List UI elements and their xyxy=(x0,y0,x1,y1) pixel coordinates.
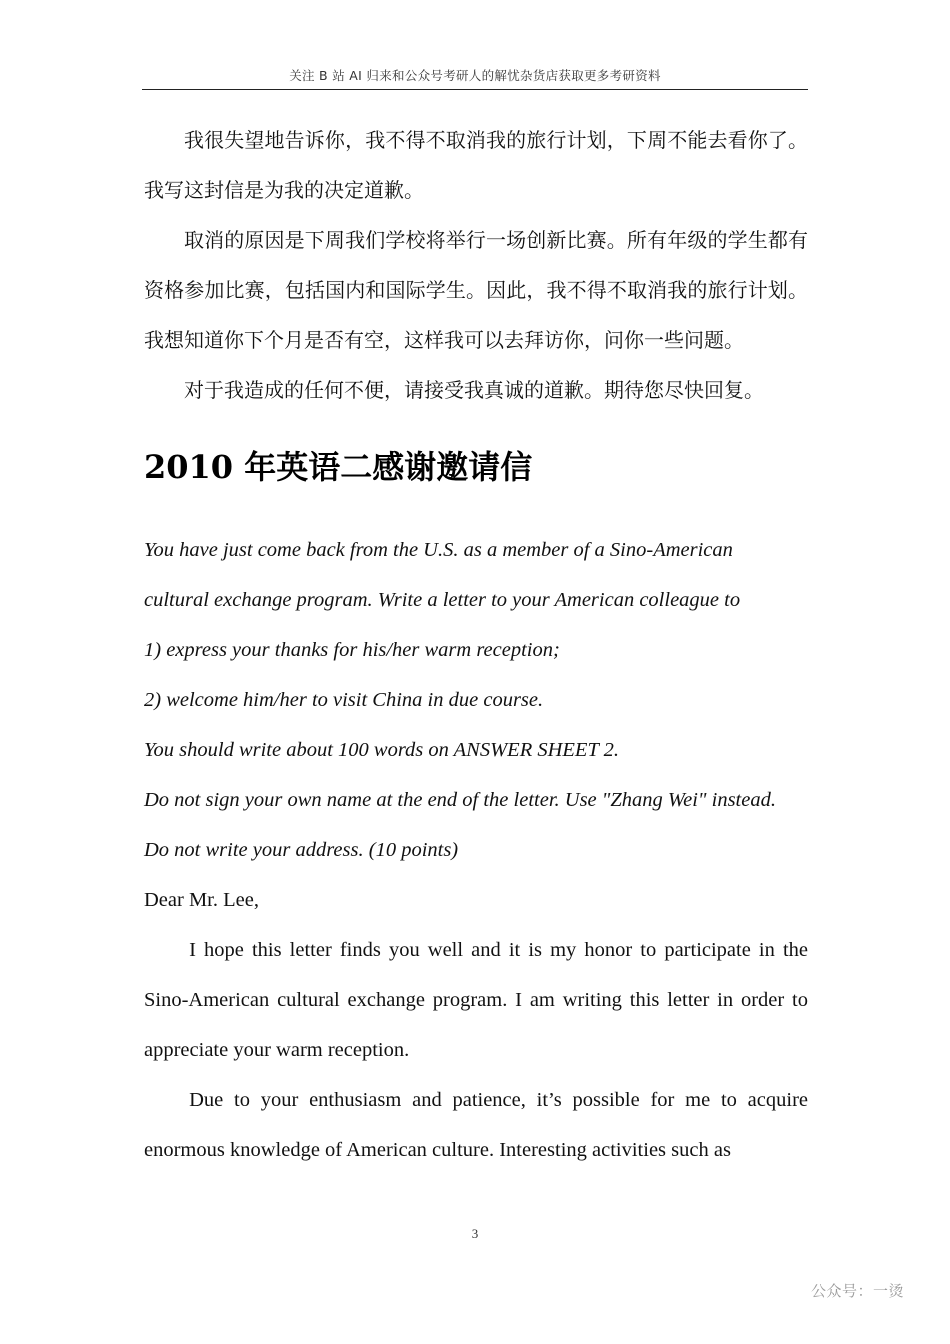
prompt-line: 2) welcome him/her to visit China in due course. xyxy=(144,689,544,711)
prompt-line: Do not write your address. (10 points) xyxy=(144,839,459,861)
prompt-line: You have just come back from the U.S. as a member of a Sino-American xyxy=(144,539,733,561)
letter-paragraph: Due to your enthusiasm and patience, it’s possible for me to acquire enormous knowledge of American culture. Interesting activities such as xyxy=(144,1089,808,1161)
letter-salutation: Dear Mr. Lee, xyxy=(144,889,259,911)
page-content xyxy=(144,115,808,1175)
page-number: 3 xyxy=(471,1226,479,1241)
page-header: 关注 B 站 AI 归来和公众号考研人的解忧杂货店获取更多考研资料 xyxy=(289,68,661,83)
header-rule xyxy=(142,89,808,90)
prompt-line: You should write about 100 words on ANSWER SHEET 2. xyxy=(144,739,619,761)
prompt-line: cultural exchange program. Write a letter to your American colleague to xyxy=(144,589,741,611)
prompt-line: Do not sign your own name at the end of the letter. Use "Zhang Wei" instead. xyxy=(144,789,776,811)
letter-paragraph: I hope this letter finds you well and it is my honor to participate in the Sino-American cultural exchange program. I am writing this letter in order to appreciate your warm reception. xyxy=(144,939,808,1061)
prompt-line: 1) express your thanks for his/her warm reception; xyxy=(144,639,560,661)
chinese-paragraph: 取消的原因是下周我们学校将举行一场创新比赛。所有年级的学生都有资格参加比赛，包括国内和国际学生。因此，我不得不取消我的旅行计划。我想知道你下个月是否有空，这样我可以去拜访你，问你一些问题。 xyxy=(144,228,808,352)
watermark-text: 公众号：一烫 xyxy=(810,1282,904,1300)
section-title: 2010 年英语二感谢邀请信 xyxy=(144,448,533,486)
chinese-paragraph: 我很失望地告诉你，我不得不取消我的旅行计划，下周不能去看你了。我写这封信是为我的决定道歉。 xyxy=(144,128,808,202)
chinese-paragraph: 对于我造成的任何不便，请接受我真诚的道歉。期待您尽快回复。 xyxy=(184,378,764,402)
